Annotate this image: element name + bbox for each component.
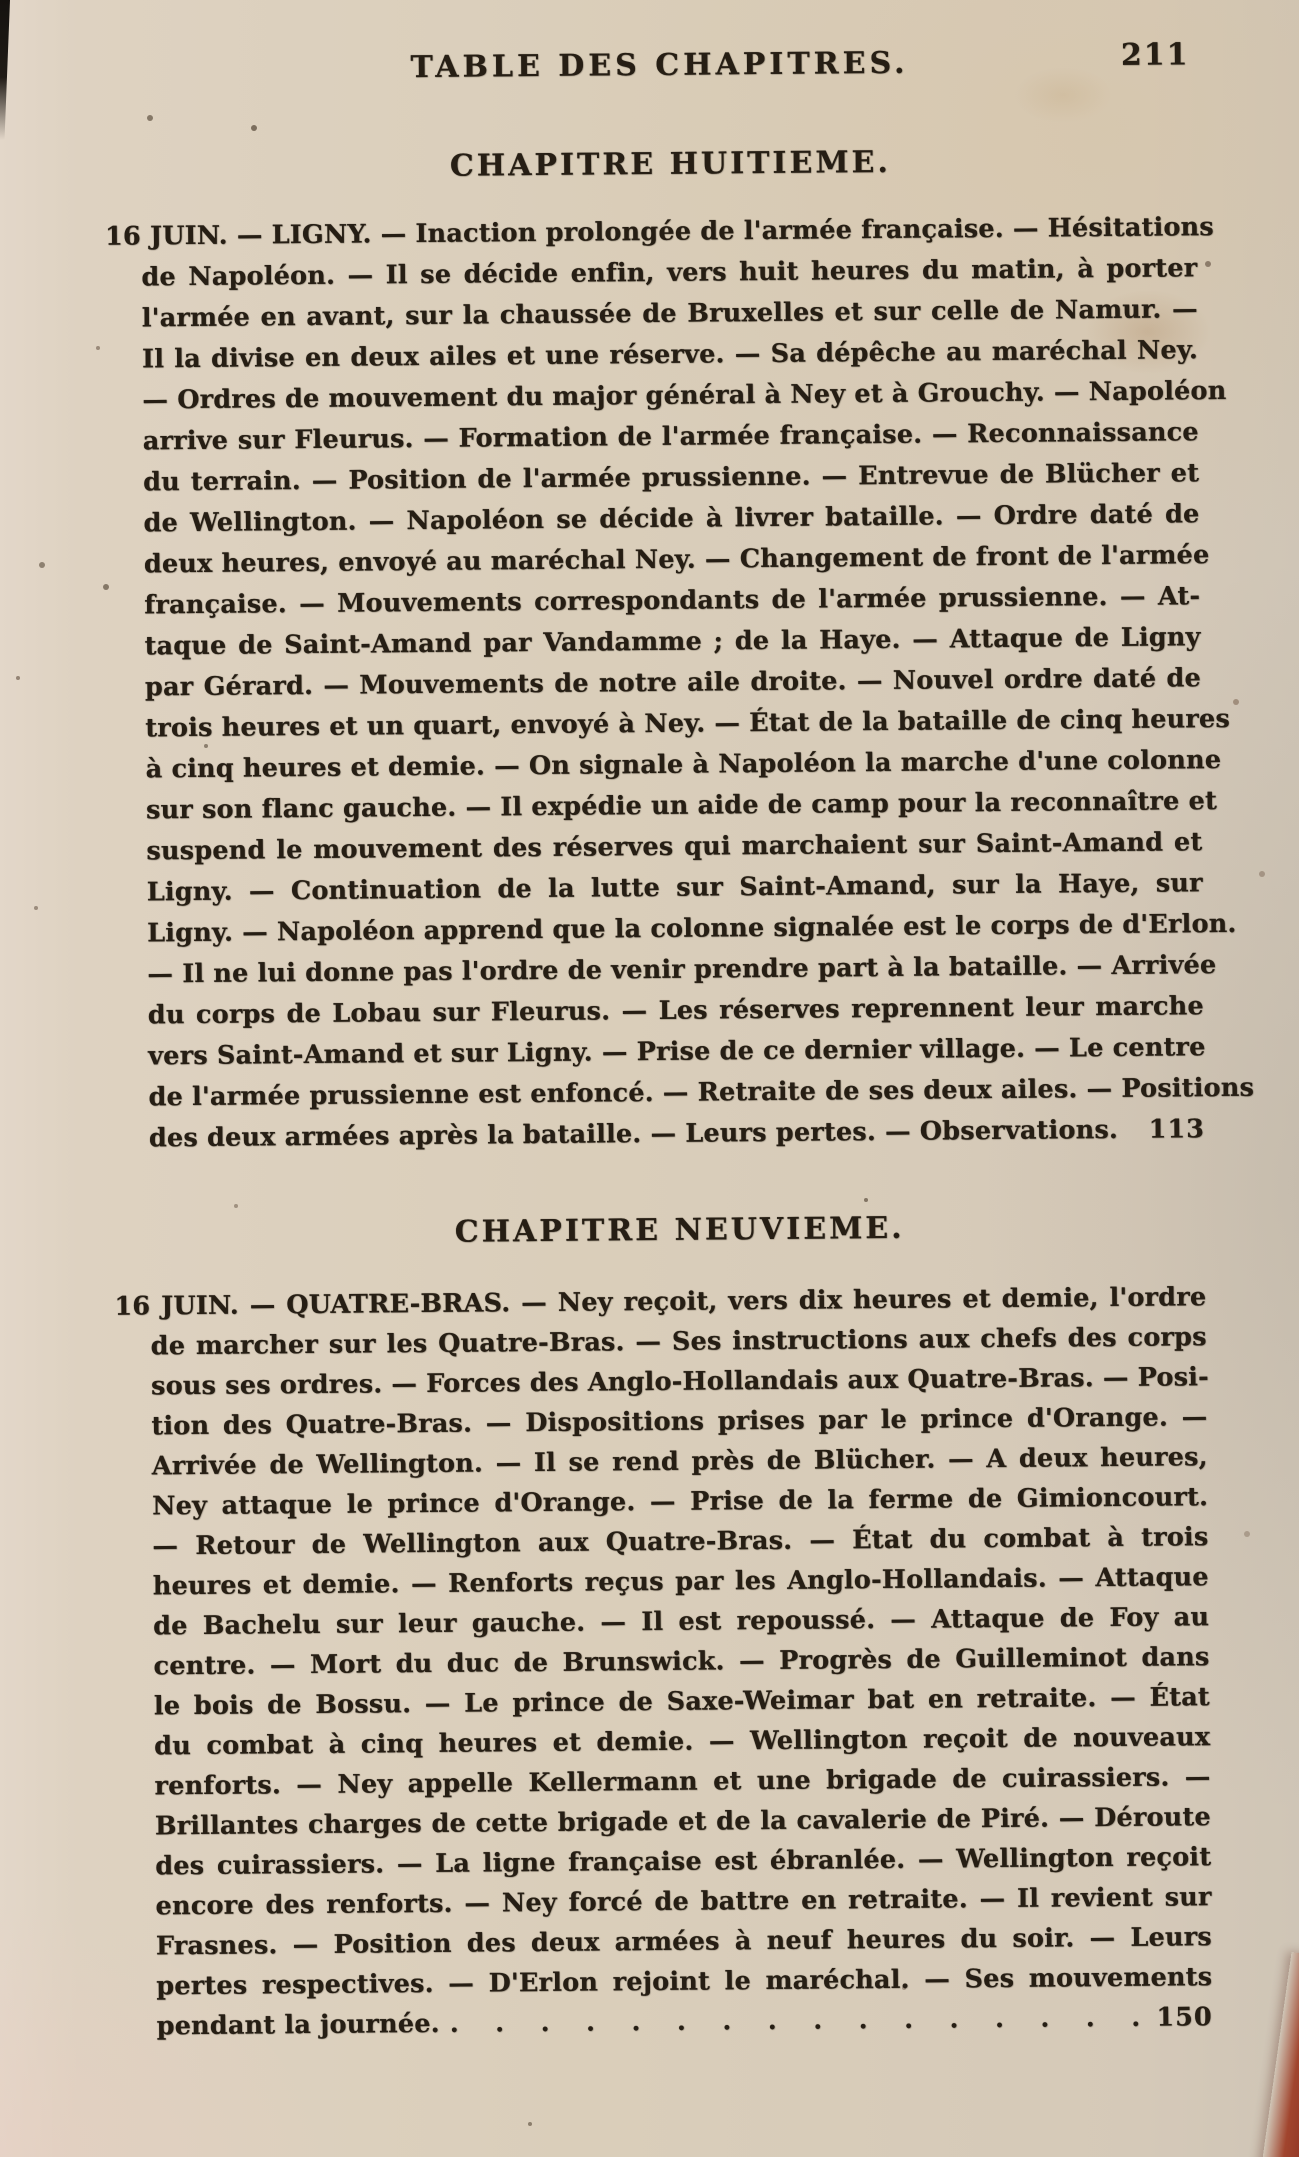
toc-line: vers Saint-Amand et sur Ligny. — Prise de ce dernier village. — Le centre [148,1032,1206,1072]
toc-line: pertes respectives. — D'Erlon rejoint le maréchal. — Ses mouvements [156,1962,1213,2002]
toc-line: sur son flanc gauche. — Il expédie un aide de camp pour la reconnaître et [145,786,1218,826]
dot-leader: . . . . . . . . . . . . . . . . [449,2002,1141,2039]
chapter-9-summary [114,1277,1213,2047]
toc-line: — Il ne lui donne pas l'ordre de venir prendre part à la bataille. — Arrivée [147,950,1217,990]
toc-line-text: pendant la journée. [156,2008,440,2042]
toc-line: du combat à cinq heures et demie. — Wellington reçoit de nouveaux [154,1722,1211,1762]
toc-line: 16 JUIN. — LIGNY. — Inaction prolongée de l'armée française. — Hésitations [104,212,1215,252]
page-content [103,0,1255,2047]
page-number: 211 [1120,37,1190,73]
toc-line: par Gérard. — Mouvements de notre aile droite. — Nouvel ordre daté de [144,663,1202,703]
toc-line: des cuirassiers. — La ligne française est ébranlée. — Wellington reçoit [155,1842,1212,1882]
toc-line: trois heures et un quart, envoyé à Ney. — État de la bataille de cinq heures [145,703,1231,744]
toc-line-with-page-ref [113,1109,1205,1160]
toc-line: Il la divise en deux ailes et une réserve. — Sa dépêche au maréchal Ney. [141,335,1199,375]
toc-line-text: des deux armées après la bataille. — Leurs pertes. — Observations. [148,1114,1119,1154]
toc-line: Ligny. — Continuation de la lutte sur Saint-Amand, sur la Haye, sur [146,868,1203,908]
toc-line: Frasnes. — Position des deux armées à neuf heures du soir. — Leurs [155,1922,1213,1962]
toc-line: — Retour de Wellington aux Quatre-Bras. — État du combat à trois [152,1522,1209,1562]
book-binding-edge-artifact [1259,1952,1299,2157]
toc-line: arrive sur Fleurus. — Formation de l'armée française. — Reconnaissance [142,417,1199,457]
chapter-9-heading: CHAPITRE NEUVIEME. [454,1210,905,1250]
toc-line: Ney attaque le prince d'Orange. — Prise de la ferme de Gimioncourt. [151,1482,1209,1522]
toc-line: Ligny. — Napoléon apprend que la colonne signalée est le corps de d'Erlon. [146,908,1237,949]
running-header: TABLE DES CHAPITRES. [410,45,909,86]
chapter-9-page-ref: 150 [1156,2002,1213,2033]
toc-line: tion des Quatre-Bras. — Dispositions prises par le prince d'Orange. — [151,1402,1208,1442]
toc-line: suspend le mouvement des réserves qui marchaient sur Saint-Amand et [146,827,1203,867]
toc-line: encore des renforts. — Ney forcé de battre en retraite. — Il revient sur [155,1882,1212,1922]
toc-line: de Wellington. — Napoléon se décide à livrer bataille. — Ordre daté de [143,499,1200,539]
toc-line: renforts. — Ney appelle Kellermann et une brigade de cuirassiers. — [154,1762,1211,1802]
toc-line: Brillantes charges de cette brigade et de la cavalerie de Piré. — Déroute [154,1802,1212,1842]
toc-line: française. — Mouvements correspondants de l'armée prussienne. — At- [144,581,1201,621]
toc-line-with-page-ref [120,1997,1212,2047]
toc-line: taque de Saint-Amand par Vandamme ; de la Haye. — Attaque de Ligny [144,622,1201,662]
toc-line: heures et demie. — Renforts reçus par les Anglo-Hollandais. — Attaque [152,1562,1209,1602]
toc-line: centre. — Mort du duc de Brunswick. — Progrès de Guilleminot dans [153,1642,1210,1682]
toc-line: de marcher sur les Quatre-Bras. — Ses instructions aux chefs des corps [150,1322,1207,1362]
toc-line: du terrain. — Position de l'armée prussienne. — Entrevue de Blücher et [143,458,1200,498]
chapter-8-heading: CHAPITRE HUITIEME. [449,144,892,184]
paper-foxing-specks [0,0,4,4]
scan-edge-artifact [0,0,10,140]
toc-line: du corps de Lobau sur Fleurus. — Les réserves reprennent leur marche [147,991,1204,1031]
toc-line: de l'armée prussienne est enfoncé. — Retraite de ses deux ailes. — Positions [148,1072,1255,1113]
toc-line: deux heures, envoyé au maréchal Ney. — Changement de front de l'armée [143,540,1210,580]
chapter-8-summary [104,207,1255,1159]
toc-line: Arrivée de Wellington. — Il se rend près de Blücher. — A deux heures, [151,1442,1208,1482]
toc-line: 16 JUIN. — QUATRE-BRAS. — Ney reçoit, vers dix heures et demie, l'ordre [114,1282,1207,1322]
toc-line: le bois de Bossu. — Le prince de Saxe-Weimar bat en retraite. — État [153,1682,1210,1722]
chapter-8-page-ref: 113 [1148,1114,1206,1145]
toc-line: — Ordres de mouvement du major général à Ney et à Grouchy. — Napoléon [142,375,1227,416]
toc-line: l'armée en avant, sur la chaussée de Bruxelles et sur celle de Namur. — [141,294,1198,334]
toc-line: à cinq heures et demie. — On signale à Napoléon la marche d'une colonne [145,745,1222,785]
running-header-row [103,0,1196,88]
toc-line: de Bachelu sur leur gauche. — Il est repoussé. — Attaque de Foy au [153,1602,1210,1642]
toc-line: de Napoléon. — Il se décide enfin, vers huit heures du matin, à porter [141,253,1198,293]
toc-line: sous ses ordres. — Forces des Anglo-Hollandais aux Quatre-Bras. — Posi- [150,1362,1209,1402]
